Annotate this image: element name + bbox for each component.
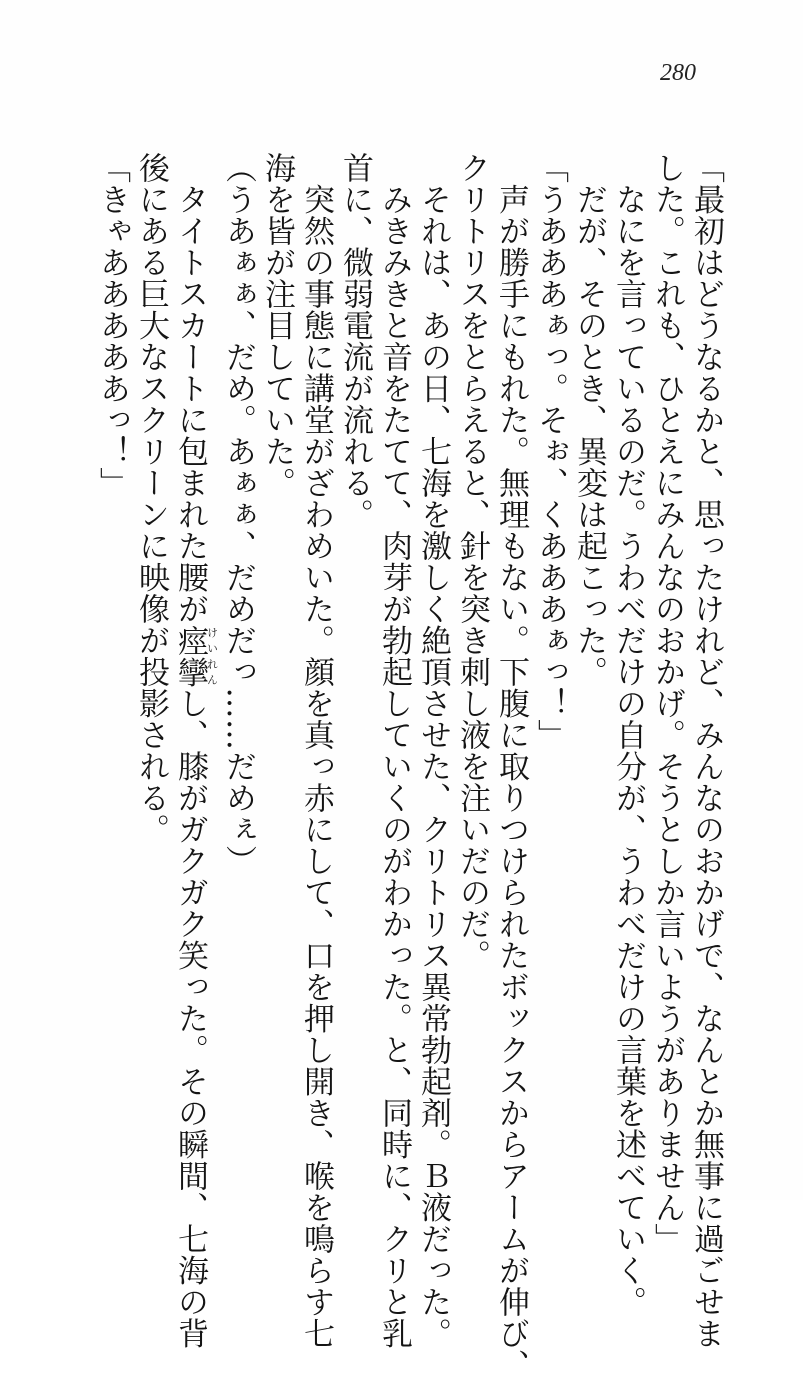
vertical-text-body [92,152,725,1381]
text-line: 海を皆が注目していた。 [259,152,295,499]
ruby-word [172,624,219,688]
text-line: 「うあああぁっ。そぉ、くあああぁっ！」 [532,152,568,751]
ruby-reading: けいれん [205,624,219,688]
text-line: クリトリスをとらえると、針を突き刺し液を注いだのだ。 [454,152,490,971]
text-line: した。これも、ひとえにみんなのおかげ。そうとしか言いようがありません」 [649,152,685,1255]
page-number: 280 [660,60,696,86]
text-line: だが、そのとき、異変は起こった。 [571,152,607,688]
text-line: なにを言っているのだ。うわべだけの自分が、うわべだけの言葉を述べていく。 [610,152,646,1318]
text-line: 声が勝手にもれた。無理もない。下腹に取りつけられたボックスからアームが伸び、 [493,152,529,1381]
text-line: 後にある巨大なスクリーンに映像が投影される。 [133,152,169,845]
text-line: 「きゃあああああっ！」 [94,152,130,499]
text-line [170,152,219,1349]
text-line: 首に、微弱電流が流れる。 [337,152,373,530]
text-segment: し、膝がガクガク笑った。その瞬間、七海の背 [172,687,208,1349]
text-line: 突然の事態に講堂がざわめいた。顔を真っ赤にして、口を押し開き、喉を鳴らす七 [298,152,334,1349]
text-line: 「最初はどうなるかと、思ったけれど、みんなのおかげで、なんとか無事に過ごせま [688,152,724,1349]
ruby-base: 痙攣 [172,624,208,688]
text-segment: タイトスカートに包まれた腰が [172,152,208,625]
text-line: （うあぁぁ、だめ。あぁぁ、だめだっ……だめぇ） [220,152,256,877]
text-line: それは、あの日、七海を激しく絶頂させた、クリトリス異常勃起剤。Ｂ液だった。 [415,152,451,1349]
text-line: みきみきと音をたてて、肉芽が勃起していくのがわかった。と、同時に、クリと乳 [376,152,412,1349]
